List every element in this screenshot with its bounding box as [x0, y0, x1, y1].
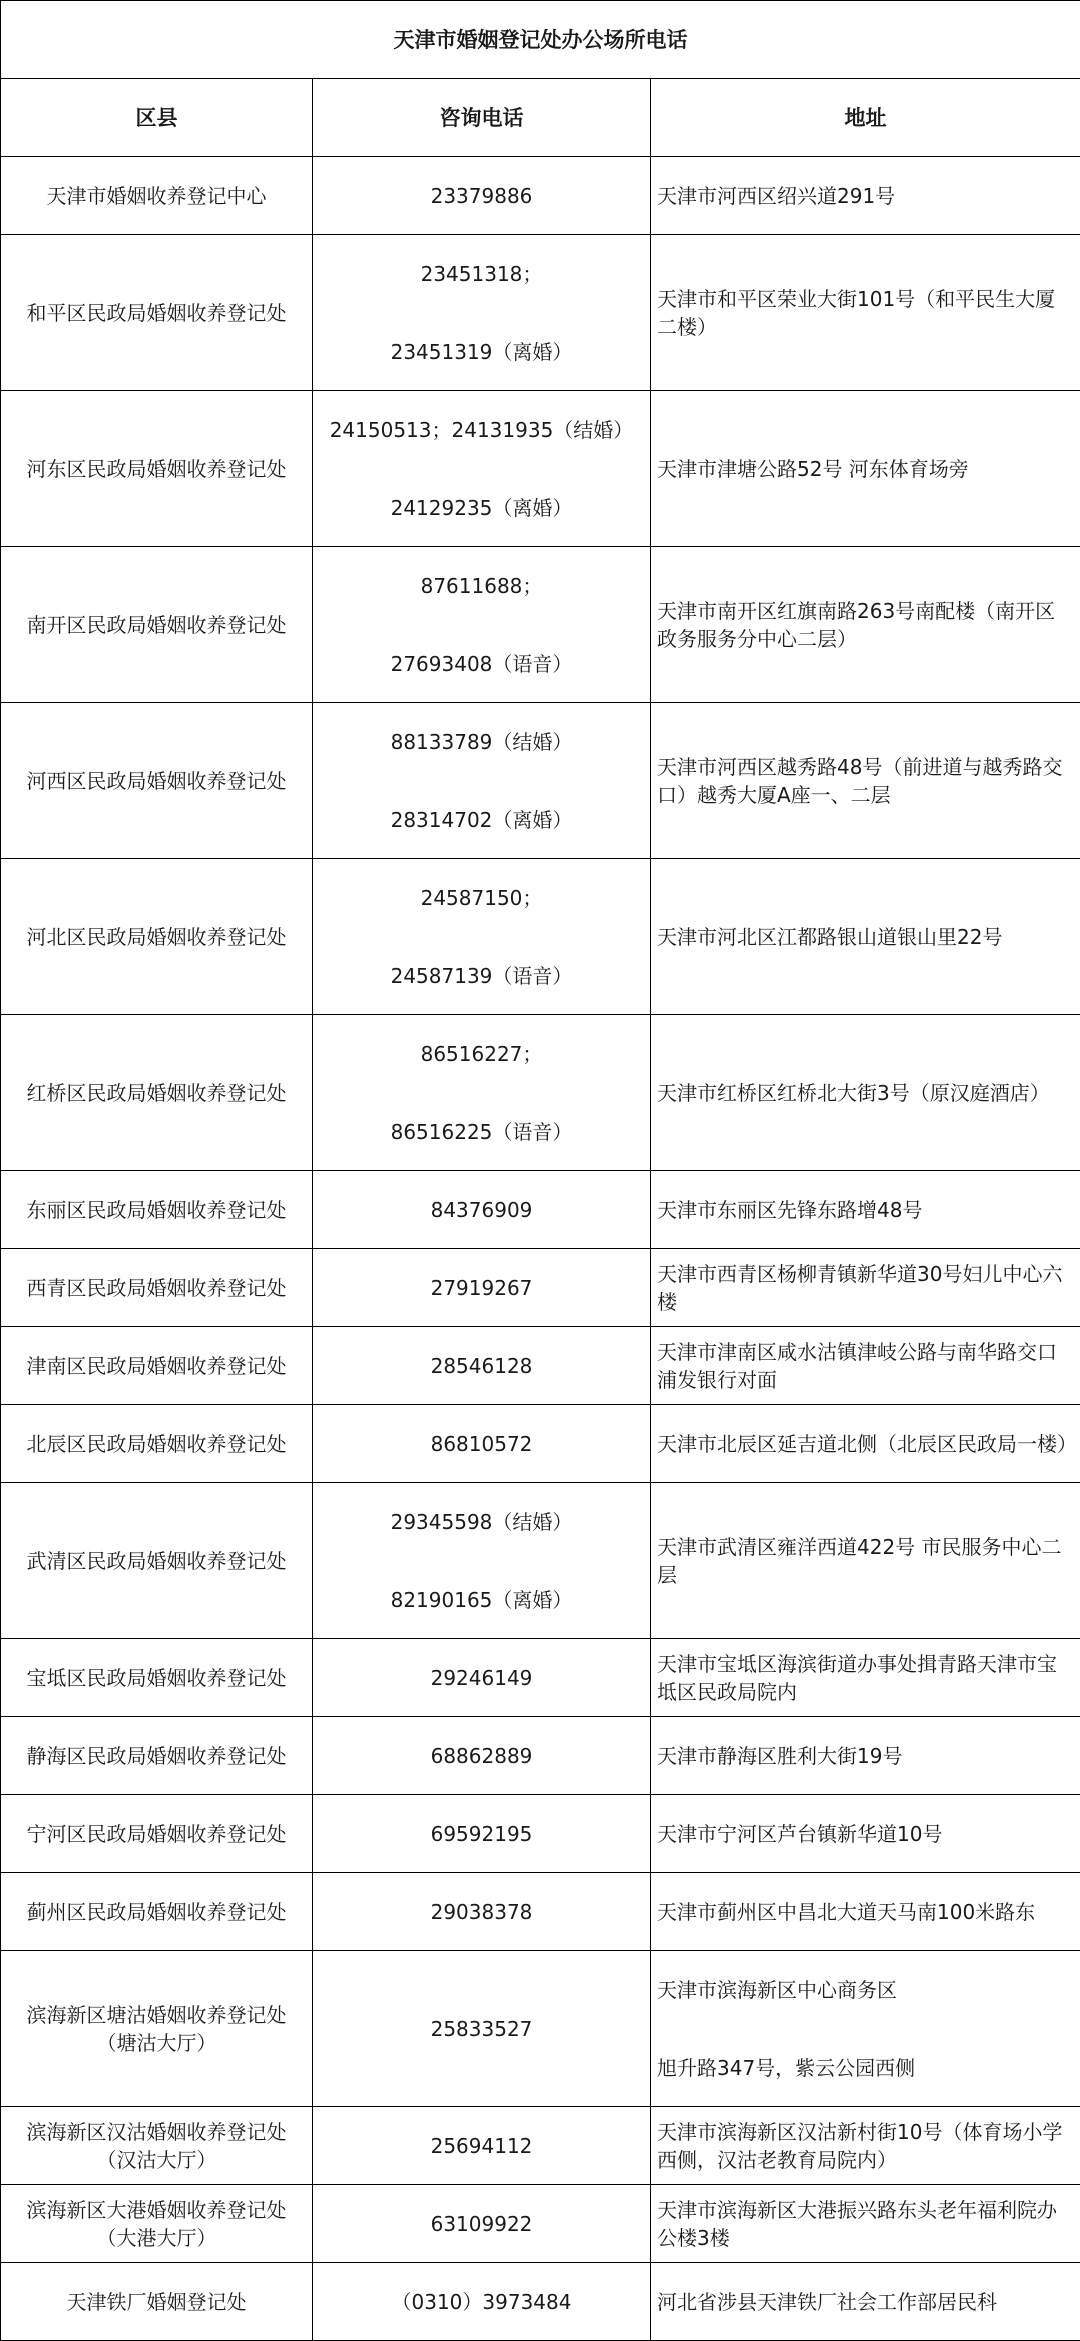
- phone-cell-line: 24587150；: [319, 884, 644, 912]
- address-cell-line: 天津市南开区红旗南路263号南配楼（南开区政务服务分中心二层）: [657, 597, 1070, 653]
- district-cell-line: 天津市婚姻收养登记中心: [7, 182, 306, 210]
- address-cell: [651, 157, 1080, 235]
- district-cell-line: 蓟州区民政局婚姻收养登记处: [7, 1898, 306, 1926]
- district-cell-line: 滨海新区汉沽婚姻收养登记处: [7, 2118, 306, 2146]
- phone-cell-line: 68862889: [319, 1742, 644, 1770]
- table-row: [1, 2107, 1080, 2185]
- phone-cell: [313, 2263, 651, 2341]
- phone-cell-line: （0310）3973484: [319, 2288, 644, 2316]
- address-cell: [651, 703, 1080, 859]
- phone-cell-line: 29246149: [319, 1664, 644, 1692]
- district-cell-line: 天津铁厂婚姻登记处: [7, 2288, 306, 2316]
- address-cell-line: 天津市静海区胜利大街19号: [657, 1742, 1070, 1770]
- address-cell-line: 天津市红桥区红桥北大街3号（原汉庭酒店）: [657, 1079, 1070, 1107]
- district-cell: [1, 1795, 313, 1873]
- phone-cell-line: 86810572: [319, 1430, 644, 1458]
- address-cell-line: 天津市西青区杨柳青镇新华道30号妇儿中心六楼: [657, 1260, 1070, 1316]
- table-row: [1, 235, 1080, 391]
- district-cell-line: 宁河区民政局婚姻收养登记处: [7, 1820, 306, 1848]
- phone-cell-line: 84376909: [319, 1196, 644, 1224]
- district-cell-line: 和平区民政局婚姻收养登记处: [7, 299, 306, 327]
- phone-cell: [313, 1483, 651, 1639]
- address-cell-line: 天津市滨海新区中心商务区: [657, 1976, 1070, 2004]
- address-cell: [651, 1873, 1080, 1951]
- table-row: [1, 703, 1080, 859]
- phone-cell: [313, 391, 651, 547]
- district-cell-line: 河北区民政局婚姻收养登记处: [7, 923, 306, 951]
- phone-cell: [313, 1249, 651, 1327]
- table-row: [1, 1015, 1080, 1171]
- district-cell-line: 滨海新区大港婚姻收养登记处: [7, 2196, 306, 2224]
- district-cell: [1, 1171, 313, 1249]
- address-cell-line: 天津市河北区江都路银山道银山里22号: [657, 923, 1070, 951]
- district-cell-line: 河东区民政局婚姻收养登记处: [7, 455, 306, 483]
- district-cell-line: 西青区民政局婚姻收养登记处: [7, 1274, 306, 1302]
- table-row: [1, 859, 1080, 1015]
- address-cell-line: 天津市河西区越秀路48号（前进道与越秀路交口）越秀大厦A座一、二层: [657, 753, 1070, 809]
- phone-cell: [313, 1951, 651, 2107]
- address-cell: [651, 1327, 1080, 1405]
- district-cell-line: 南开区民政局婚姻收养登记处: [7, 611, 306, 639]
- table-row: [1, 1171, 1080, 1249]
- district-cell: [1, 1015, 313, 1171]
- phone-cell-line: 24150513；24131935（结婚）: [319, 416, 644, 444]
- phone-cell: [313, 1639, 651, 1717]
- district-cell-line: 津南区民政局婚姻收养登记处: [7, 1352, 306, 1380]
- address-cell-line: 天津市河西区绍兴道291号: [657, 182, 1070, 210]
- address-cell: [651, 1951, 1080, 2107]
- phone-cell-line: 82190165（离婚）: [319, 1586, 644, 1614]
- district-cell: [1, 1717, 313, 1795]
- phone-cell: [313, 157, 651, 235]
- table-row: [1, 157, 1080, 235]
- district-cell-line: 滨海新区塘沽婚姻收养登记处: [7, 2001, 306, 2029]
- phone-cell: [313, 1171, 651, 1249]
- table-row: [1, 2263, 1080, 2341]
- table-row: [1, 1951, 1080, 2107]
- phone-cell-line: 27919267: [319, 1274, 644, 1302]
- district-cell: [1, 1483, 313, 1639]
- table-row: [1, 391, 1080, 547]
- district-cell-line: （塘沽大厅）: [7, 2029, 306, 2057]
- address-cell: [651, 1249, 1080, 1327]
- district-cell: [1, 2107, 313, 2185]
- phone-cell-line: 24129235（离婚）: [319, 494, 644, 522]
- phone-cell-line: 69592195: [319, 1820, 644, 1848]
- table-title: 天津市婚姻登记处办公场所电话: [1, 1, 1080, 79]
- district-cell: [1, 2263, 313, 2341]
- address-cell-line: 天津市北辰区延吉道北侧（北辰区民政局一楼）: [657, 1430, 1070, 1458]
- district-cell: [1, 1405, 313, 1483]
- district-cell: [1, 1951, 313, 2107]
- phone-cell: [313, 2107, 651, 2185]
- address-cell-line: 天津市津南区咸水沽镇津岐公路与南华路交口浦发银行对面: [657, 1338, 1070, 1394]
- phone-cell: [313, 547, 651, 703]
- address-cell-line: 天津市宁河区芦台镇新华道10号: [657, 1820, 1070, 1848]
- address-cell: [651, 1483, 1080, 1639]
- phone-cell: [313, 1327, 651, 1405]
- district-cell-line: 北辰区民政局婚姻收养登记处: [7, 1430, 306, 1458]
- district-cell: [1, 1639, 313, 1717]
- column-header-district: 区县: [1, 79, 313, 157]
- district-cell-line: 东丽区民政局婚姻收养登记处: [7, 1196, 306, 1224]
- column-header-address: 地址: [651, 79, 1080, 157]
- phone-cell: [313, 859, 651, 1015]
- phone-cell: [313, 1873, 651, 1951]
- district-cell-line: 武清区民政局婚姻收养登记处: [7, 1547, 306, 1575]
- phone-cell-line: 86516227；: [319, 1040, 644, 1068]
- phone-cell: [313, 2185, 651, 2263]
- phone-cell-line: 86516225（语音）: [319, 1118, 644, 1146]
- address-cell-line: 旭升路347号，紫云公园西侧: [657, 2054, 1070, 2082]
- phone-cell-line: 23451319（离婚）: [319, 338, 644, 366]
- phone-cell-line: 27693408（语音）: [319, 650, 644, 678]
- address-cell: [651, 1795, 1080, 1873]
- address-cell-line: 天津市蓟州区中昌北大道天马南100米路东: [657, 1898, 1070, 1926]
- phone-cell-line: 29345598（结婚）: [319, 1508, 644, 1536]
- district-cell: [1, 1249, 313, 1327]
- address-cell: [651, 391, 1080, 547]
- address-cell: [651, 859, 1080, 1015]
- phone-cell-line: 25833527: [319, 2015, 644, 2043]
- table-row: [1, 1873, 1080, 1951]
- phone-cell-line: 28314702（离婚）: [319, 806, 644, 834]
- address-cell-line: 河北省涉县天津铁厂社会工作部居民科: [657, 2288, 1070, 2316]
- address-cell: [651, 2185, 1080, 2263]
- address-cell-line: 天津市和平区荣业大街101号（和平民生大厦二楼）: [657, 285, 1070, 341]
- district-cell: [1, 703, 313, 859]
- address-cell-line: 天津市东丽区先锋东路增48号: [657, 1196, 1070, 1224]
- table-row: [1, 1639, 1080, 1717]
- address-cell: [651, 1717, 1080, 1795]
- district-cell: [1, 157, 313, 235]
- table-row: [1, 1327, 1080, 1405]
- table-row: [1, 1405, 1080, 1483]
- phone-cell-line: 23379886: [319, 182, 644, 210]
- district-cell-line: 红桥区民政局婚姻收养登记处: [7, 1079, 306, 1107]
- address-cell: [651, 1015, 1080, 1171]
- address-cell: [651, 1171, 1080, 1249]
- district-cell: [1, 2185, 313, 2263]
- district-cell: [1, 1873, 313, 1951]
- address-cell: [651, 1405, 1080, 1483]
- table-row: [1, 1249, 1080, 1327]
- district-cell: [1, 547, 313, 703]
- district-cell: [1, 391, 313, 547]
- district-cell-line: （大港大厅）: [7, 2224, 306, 2252]
- phone-cell: [313, 1015, 651, 1171]
- address-cell-line: 天津市津塘公路52号 河东体育场旁: [657, 455, 1070, 483]
- address-cell-line: 天津市武清区雍洋西道422号 市民服务中心二层: [657, 1533, 1070, 1589]
- header-row: [1, 79, 1080, 157]
- phone-cell-line: 87611688；: [319, 572, 644, 600]
- table-row: [1, 547, 1080, 703]
- district-cell-line: 宝坻区民政局婚姻收养登记处: [7, 1664, 306, 1692]
- phone-cell: [313, 1795, 651, 1873]
- address-cell: [651, 1639, 1080, 1717]
- district-cell-line: （汉沽大厅）: [7, 2146, 306, 2174]
- address-cell-line: 天津市宝坻区海滨街道办事处揖青路天津市宝坻区民政局院内: [657, 1650, 1070, 1706]
- district-cell-line: 河西区民政局婚姻收养登记处: [7, 767, 306, 795]
- address-cell: [651, 2263, 1080, 2341]
- address-cell-line: 天津市滨海新区大港振兴路东头老年福利院办公楼3楼: [657, 2196, 1070, 2252]
- phone-cell-line: 25694112: [319, 2132, 644, 2160]
- district-cell: [1, 859, 313, 1015]
- table-row: [1, 1483, 1080, 1639]
- district-cell: [1, 235, 313, 391]
- phone-cell-line: 23451318；: [319, 260, 644, 288]
- district-cell-line: 静海区民政局婚姻收养登记处: [7, 1742, 306, 1770]
- phone-cell: [313, 703, 651, 859]
- address-cell: [651, 235, 1080, 391]
- phone-cell-line: 29038378: [319, 1898, 644, 1926]
- phone-cell: [313, 1405, 651, 1483]
- address-cell: [651, 547, 1080, 703]
- phone-cell-line: 88133789（结婚）: [319, 728, 644, 756]
- address-cell-line: 天津市滨海新区汉沽新村街10号（体育场小学西侧，汉沽老教育局院内）: [657, 2118, 1070, 2174]
- table-row: [1, 1795, 1080, 1873]
- phone-cell: [313, 1717, 651, 1795]
- phone-cell: [313, 235, 651, 391]
- phone-cell-line: 28546128: [319, 1352, 644, 1380]
- phone-cell-line: 63109922: [319, 2210, 644, 2238]
- column-header-phone: 咨询电话: [313, 79, 651, 157]
- phone-cell-line: 24587139（语音）: [319, 962, 644, 990]
- district-cell: [1, 1327, 313, 1405]
- address-cell: [651, 2107, 1080, 2185]
- table-row: [1, 2185, 1080, 2263]
- table-row: [1, 1717, 1080, 1795]
